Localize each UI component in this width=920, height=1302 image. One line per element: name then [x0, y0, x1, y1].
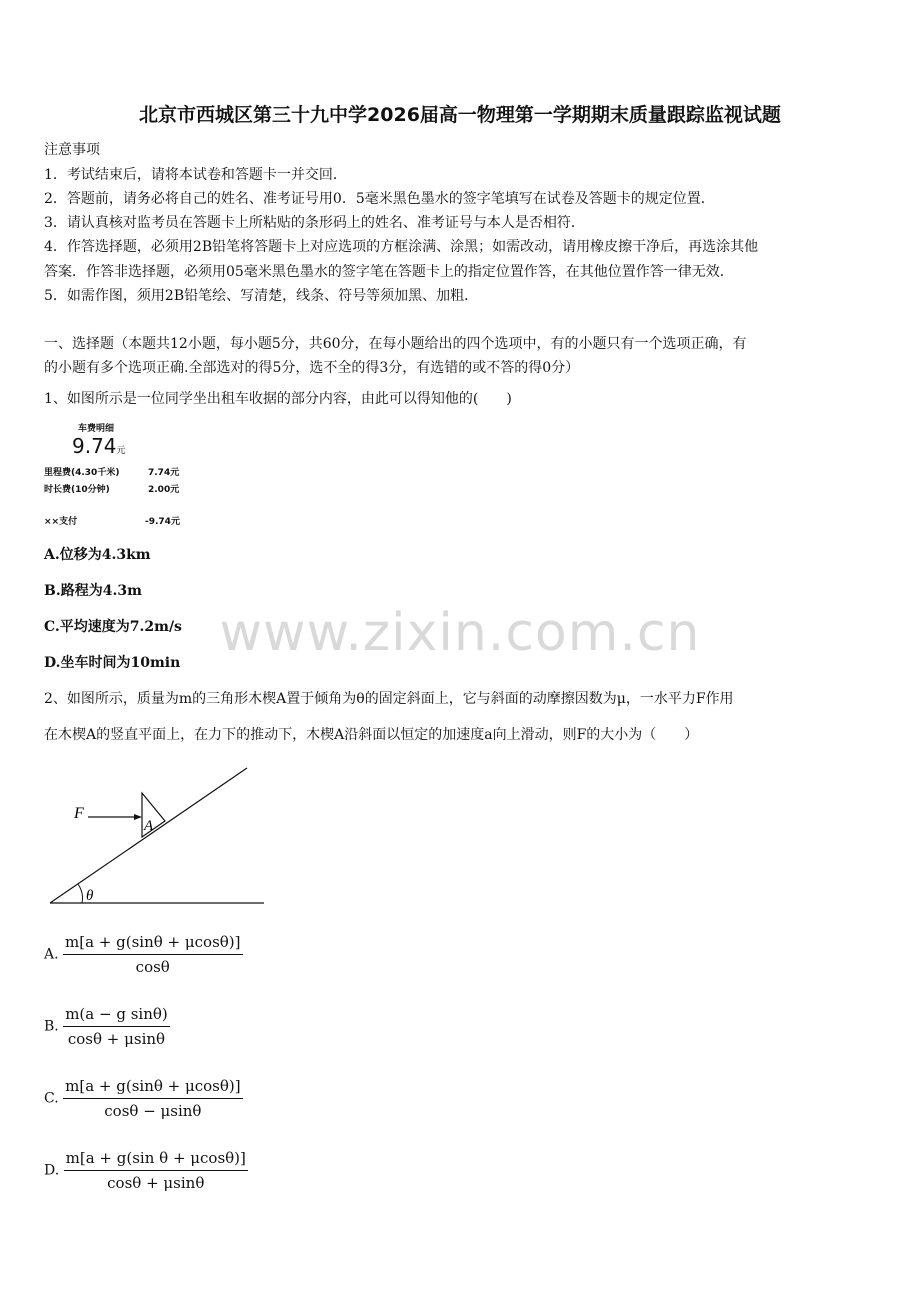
receipt-row-value: -9.74元: [145, 517, 180, 527]
formula-a: $\frac{m[a + g(\sin\theta + \mu\cos\theta)]}{\cos\theta}$: [65, 933, 241, 976]
notice-item: 1．考试结束后，请将本试卷和答题卡一并交回．: [44, 167, 347, 183]
q1-stem: 1、如图所示是一位同学坐出租车收据的部分内容，由此可以得知他的( ): [44, 391, 512, 407]
q2-option-b: B. $\frac{\text{m(a − g sinθ)}}{\cos\theta + \mu\sin\theta}$: [44, 1005, 168, 1048]
q2-stem-line2: 在木楔A的竖直平面上，在力下的推动下，木楔A沿斜面以恒定的加速度a向上滑动，则F的大小为（ ）: [44, 727, 699, 743]
force-label: F: [74, 805, 84, 822]
receipt-header: 车费明细: [78, 424, 115, 434]
notice-item: 2．答题前，请务必将自己的姓名、准考证号用0．5毫米黑色墨水的签字笔填写在试卷及答题卡的规定位置．: [44, 191, 715, 207]
q2-option-a: A. $\frac{m[a + g(\sin\theta + \mu\cos\theta)]}{\cos\theta}$: [44, 933, 241, 976]
receipt-row-label: 里程费(4.30千米): [44, 468, 120, 478]
force-arrowhead: [134, 814, 142, 820]
section-heading-line2: 的小题有多个选项正确.全部选对的得5分，选不全的得3分，有选错的或不答的得0分）: [44, 360, 580, 376]
q2-stem-line1: 2、如图所示，质量为m的三角形木楔A置于倾角为θ的固定斜面上，它与斜面的动摩擦因数为μ，一水平力F作用: [44, 691, 734, 707]
block-label: A: [144, 818, 154, 834]
q1-option-c: C.平均速度为7.2m/s: [44, 619, 182, 635]
section-heading-line1: 一、选择题（本题共12小题，每小题5分，共60分，在每小题给出的四个选项中，有的小题只有一个选项正确，有: [44, 336, 747, 352]
incline-line: [50, 768, 247, 903]
q1-option-a: A.位移为4.3km: [44, 547, 151, 563]
q1-option-d: D.坐车时间为10min: [44, 655, 181, 671]
receipt-row-value: 7.74元: [148, 468, 180, 478]
notice-item: 3．请认真核对监考员在答题卡上所粘贴的条形码上的姓名、准考证号与本人是否相符．: [44, 215, 585, 231]
formula-b: $\frac{\text{m(a − g sinθ)}}{\cos\theta + \mu\sin\theta}$: [65, 1005, 168, 1048]
watermark: www.zixin.com.cn: [219, 603, 701, 663]
receipt-row-value: 2.00元: [148, 485, 180, 495]
receipt-amount: 9.74元: [72, 434, 126, 458]
formula-d: $\frac{\text{m[a + g(sin θ + μcosθ)]}}{\cos\theta + \mu\sin\theta}$: [65, 1149, 246, 1192]
notice-heading: 注意事项: [44, 142, 100, 158]
receipt-row-label: ××支付: [44, 517, 78, 527]
notice-item: 5．如需作图，须用2B铅笔绘、写清楚，线条、符号等须加黑、加粗．: [44, 288, 479, 304]
q2-option-d: D. $\frac{\text{m[a + g(sin θ + μcosθ)]}}{\cos\theta + \mu\sin\theta}$: [44, 1149, 246, 1192]
incline-figure: [40, 760, 270, 910]
notice-item: 4．作答选择题，必须用2B铅笔将答题卡上对应选项的方框涂满、涂黑；如需改动，请用橡皮擦干净后，再选涂其他: [44, 239, 759, 255]
angle-label: θ: [86, 888, 94, 904]
formula-c: $\frac{m[a + g(\sin\theta + \mu\cos\theta)]}{\cos\theta - \mu\sin\theta}$: [65, 1077, 241, 1120]
page-title: 北京市西城区第三十九中学2026届高一物理第一学期期末质量跟踪监视试题: [139, 104, 781, 126]
angle-arc: [78, 884, 83, 903]
notice-item: 答案．作答非选择题，必须用05毫米黑色墨水的签字笔在答题卡上的指定位置作答，在其他位置作答一律无效．: [44, 264, 734, 280]
q1-option-b: B.路程为4.3m: [44, 583, 142, 599]
receipt-row-label: 时长费(10分钟): [44, 485, 110, 495]
q2-option-c: C. $\frac{m[a + g(\sin\theta + \mu\cos\theta)]}{\cos\theta - \mu\sin\theta}$: [44, 1077, 241, 1120]
